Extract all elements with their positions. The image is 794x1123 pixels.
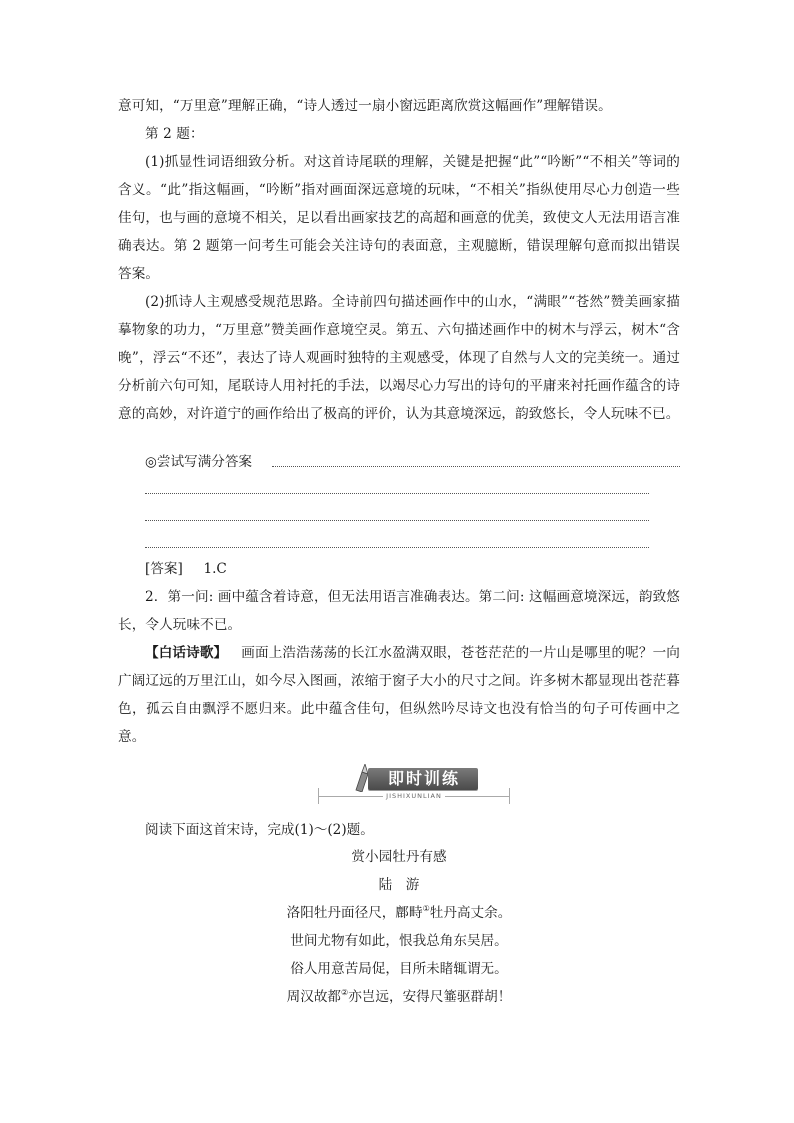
answer-line-3[interactable] <box>145 520 649 521</box>
baihua-text: 画面上浩浩荡荡的长江水盈满双眼，苍苍茫茫的一片山是哪里的呢？一向广阔辽远的万里江山，如今尽入图画，浓缩于窗子大小的尺寸之间。许多树木都显现出苍茫暮色，孤云自由飘浮不愿归来。此中蕴含佳句，但纵然吟尽诗文也没有恰当的句子可传画中之意。 <box>118 645 680 745</box>
footnote-marker-1: ① <box>422 904 430 913</box>
poem-title: 赏小园牡丹有感 <box>351 849 447 865</box>
poem-line-1 <box>118 899 680 927</box>
poem-line-4 <box>118 983 680 1011</box>
question-2-label: 第 2 题： <box>145 126 204 142</box>
answer-line-1[interactable] <box>272 466 680 467</box>
section-banner <box>318 764 510 806</box>
analysis-point-2: (2)抓诗人主观感受规范思路。全诗前四句描述画作中的山水，“满眼”“苍然”赞美画家描摹物象的功力，“万里意”赞美画作意境空灵。第五、六句描述画作中的树木与浮云，树木“含晚”，浮云“不还”，表达了诗人观画时独特的主观感受，体现了自然与人文的完美统一。通过分析前六句可知，尾联诗人用衬托的手法，以竭尽心力写出的诗句的平庸来衬托画作蕴含的诗意的高妙，对许道宁的画作给出了极高的评价，认为其意境深远，韵致悠长，令人玩味不已。 <box>118 294 680 422</box>
poem-line-4-b: 亦岂远，安得尺箠驱群胡！ <box>348 989 512 1005</box>
banner-subtitle <box>318 792 510 800</box>
analysis-point-1: (1)抓显性词语细致分析。对这首诗尾联的理解，关键是把握“此”“吟断”“不相关”等词的含义。“此”指这幅画，“吟断”指对画面深远意境的玩味，“不相关”指纵使用尽心力创造一些佳句，也与画的意境不相关，足以看出画家技艺的高超和画意的优美，致使文人无法用语言准确表达。第 2 题第一问考生可能会关注诗句的表面意，主观臆断，错误理解句意而拟出错误答案。 <box>118 154 680 282</box>
poem-line-3: 俗人用意苦局促，目所未睹辄谓无。 <box>290 961 508 977</box>
answer-label: [答案] <box>145 561 183 577</box>
try-answer-label: ◎尝试写满分答案 <box>145 454 253 470</box>
answer-line-4[interactable] <box>145 547 649 548</box>
poem-line-4-a: 周汉故都 <box>286 989 342 1005</box>
banner-subtitle-text: JISHIXUNLIAN <box>383 792 445 800</box>
answer-line-2[interactable] <box>145 493 649 494</box>
footnote-marker-2: ② <box>341 988 349 997</box>
answer-row <box>145 555 707 583</box>
banner-title: 即时训练 <box>387 769 460 788</box>
poem-line-1-b: 牡丹高丈余。 <box>429 905 512 921</box>
paragraph-continuation: 意可知，“万里意”理解正确，“诗人透过一扇小窗远距离欣赏这幅画作”理解错误。 <box>118 98 612 114</box>
instruction: 阅读下面这首宋诗，完成(1)～(2)题。 <box>145 822 374 838</box>
answer-1: 1.C <box>203 561 227 577</box>
poem-line-2: 世间尤物有如此，恨我总角东吴居。 <box>290 933 508 949</box>
poem-author: 陆 游 <box>378 877 420 893</box>
answer-2: 2．第一问: 画中蕴含着诗意，但无法用语言准确表达。第二问: 这幅画意境深远，韵致悠长，令人玩味不已。 <box>118 589 680 633</box>
poem-line-1-a: 洛阳牡丹面径尺，鄜畤 <box>286 905 423 921</box>
baihua-paragraph <box>118 639 680 751</box>
baihua-label: 【白话诗歌】 <box>145 645 228 661</box>
